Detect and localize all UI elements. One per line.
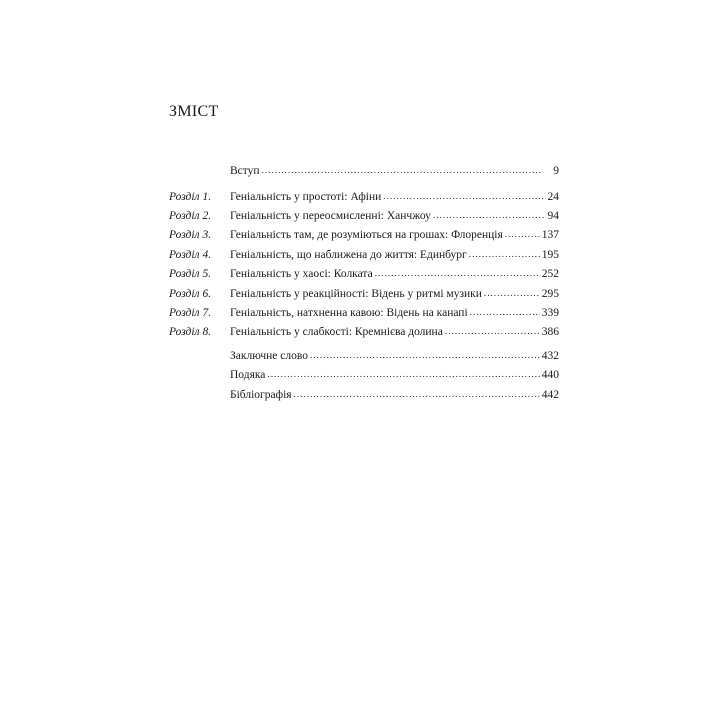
chapter-label: Розділ 3. [169, 229, 212, 241]
toc-entry-chapter-3 [0, 228, 720, 242]
toc-entry [230, 248, 559, 262]
chapter-label: Розділ 8. [169, 326, 212, 338]
toc-entry-conclusion [0, 349, 720, 363]
chapter-label: Розділ 6. [169, 288, 212, 300]
toc-entry [230, 306, 559, 320]
toc-page-number: 432 [541, 350, 559, 362]
toc-entry [230, 228, 559, 242]
toc-entry-chapter-5 [0, 267, 720, 281]
dot-leader [310, 348, 540, 362]
toc-entry-acknowledgements [0, 368, 720, 382]
toc-entry-title: Геніальність там, де розуміються на грошах: Флоренція [230, 229, 503, 241]
toc-entry-title: Бібліографія [230, 389, 292, 401]
toc-entry [230, 190, 559, 204]
chapter-label: Розділ 4. [169, 249, 212, 261]
toc-page-number: 252 [541, 268, 559, 280]
dot-leader [469, 247, 540, 261]
page-title: ЗМІСТ [169, 103, 219, 120]
chapter-label: Розділ 2. [169, 210, 212, 222]
toc-entry-title: Заключне слово [230, 350, 308, 362]
toc-page-number: 24 [547, 191, 559, 203]
toc-entry-chapter-7 [0, 306, 720, 320]
toc-entry-title: Геніальність, натхненна кавою: Відень на канапі [230, 307, 468, 319]
dot-leader [433, 208, 546, 222]
toc-entry-chapter-2 [0, 209, 720, 223]
toc-entry-bibliography [0, 388, 720, 402]
dot-leader [267, 367, 539, 381]
toc-entry [230, 287, 559, 301]
toc-entry-chapter-1 [0, 190, 720, 204]
dot-leader [484, 286, 540, 300]
toc-entry [230, 325, 559, 339]
chapter-label: Розділ 7. [169, 307, 212, 319]
toc-entry-title: Подяка [230, 369, 266, 381]
toc-entry-chapter-8 [0, 325, 720, 339]
toc-page-number: 9 [553, 165, 559, 177]
toc-page-number: 442 [541, 389, 559, 401]
toc-entry-title: Геніальність у переосмисленні: Ханчжоу [230, 210, 431, 222]
toc-entry-title: Геніальність у хаосі: Колката [230, 268, 373, 280]
dot-leader [505, 227, 540, 241]
toc-entry-chapter-4 [0, 248, 720, 262]
chapter-label: Розділ 5. [169, 268, 212, 280]
dot-leader [383, 189, 545, 203]
toc-entry [230, 349, 559, 363]
toc-entry [230, 388, 559, 402]
toc-page-number: 386 [541, 326, 559, 338]
toc-page-number: 94 [547, 210, 559, 222]
dot-leader [262, 163, 552, 177]
toc-entry [230, 164, 559, 178]
toc-entry [230, 368, 559, 382]
toc-entry [230, 267, 559, 281]
toc-page-number: 295 [541, 288, 559, 300]
toc-entry [230, 209, 559, 223]
toc-entry-title: Геніальність, що наближена до життя: Единбург [230, 249, 467, 261]
toc-page-number: 195 [541, 249, 559, 261]
toc-entry-chapter-6 [0, 287, 720, 301]
toc-page-number: 440 [541, 369, 559, 381]
toc-entry-title: Геніальність у простоті: Афіни [230, 191, 382, 203]
dot-leader [470, 305, 540, 319]
dot-leader [445, 324, 540, 338]
toc-page-number: 137 [541, 229, 559, 241]
chapter-label: Розділ 1. [169, 191, 212, 203]
toc-entry-intro [0, 164, 720, 178]
toc-page-number: 339 [541, 307, 559, 319]
dot-leader [294, 387, 540, 401]
toc-entry-title: Геніальність у слабкості: Кремнієва долина [230, 326, 443, 338]
toc-entry-title: Вступ [230, 165, 260, 177]
dot-leader [375, 266, 540, 280]
toc-entry-title: Геніальність у реакційності: Відень у ритмі музики [230, 288, 482, 300]
